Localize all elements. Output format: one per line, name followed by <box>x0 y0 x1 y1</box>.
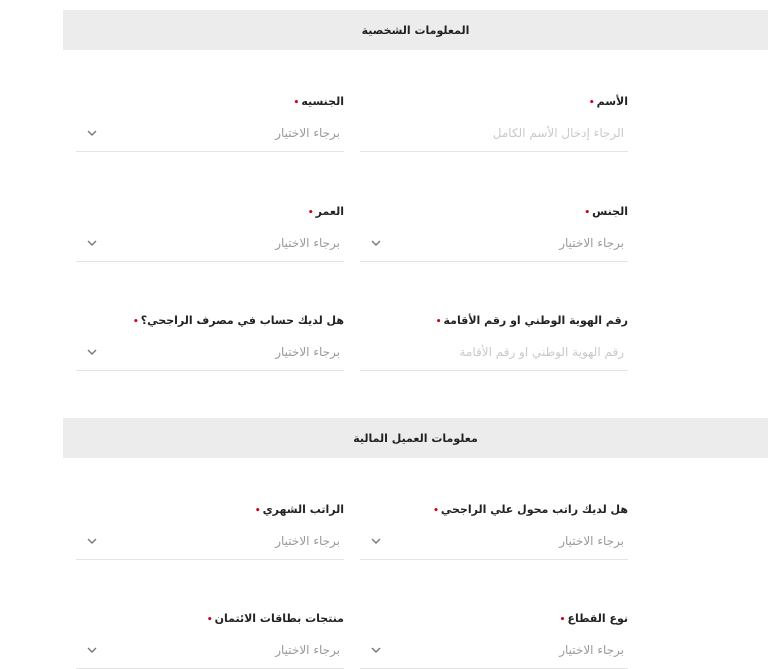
chevron-down-icon[interactable] <box>370 644 382 656</box>
select-value: برجاء الاختيار <box>559 643 624 657</box>
input-placeholder: رقم الهوية الوطني او رقم الأقامة <box>459 345 624 359</box>
required-marker: • <box>307 208 314 218</box>
required-marker: • <box>254 506 261 516</box>
monthly-salary-select[interactable] <box>76 523 344 560</box>
section-header-personal-info <box>63 10 768 50</box>
field-label: هل لديك راتب محول علي الراجحي <box>440 503 628 516</box>
required-marker: • <box>588 98 595 108</box>
select-value: برجاء الاختيار <box>275 236 340 250</box>
chevron-down-icon[interactable] <box>86 127 98 139</box>
field-label: الجنسيه <box>301 95 344 108</box>
field-label: رقم الهوية الوطني او رقم الأقامة <box>443 314 628 327</box>
field-label: هل لديك حساب في مصرف الراجحي؟ <box>140 314 344 327</box>
salary-transfer-select[interactable] <box>360 523 628 560</box>
age-select[interactable] <box>76 225 344 262</box>
has-account-select[interactable] <box>76 334 344 371</box>
select-value: برجاء الاختيار <box>559 236 624 250</box>
chevron-down-icon[interactable] <box>86 237 98 249</box>
credit-products-select[interactable] <box>76 632 344 669</box>
field-label: الأسم <box>596 95 628 108</box>
section-title: المعلومات الشخصية <box>361 23 470 37</box>
required-marker: • <box>206 615 213 625</box>
select-value: برجاء الاختيار <box>559 534 624 548</box>
field-label: العمر <box>315 205 344 218</box>
select-value: برجاء الاختيار <box>275 345 340 359</box>
nationality-select[interactable] <box>76 115 344 152</box>
national-id-input[interactable] <box>360 334 628 371</box>
name-input[interactable] <box>360 115 628 152</box>
chevron-down-icon[interactable] <box>86 535 98 547</box>
input-placeholder: الرجاء إدخال الأسم الكامل <box>492 126 624 140</box>
chevron-down-icon[interactable] <box>370 535 382 547</box>
required-marker: • <box>293 98 300 108</box>
section-header-financial-info <box>63 418 768 458</box>
select-value: برجاء الاختيار <box>275 126 340 140</box>
field-label: منتجات بطاقات الائتمان <box>214 612 344 625</box>
chevron-down-icon[interactable] <box>86 346 98 358</box>
sector-select[interactable] <box>360 632 628 669</box>
chevron-down-icon[interactable] <box>370 237 382 249</box>
gender-select[interactable] <box>360 225 628 262</box>
required-marker: • <box>132 317 139 327</box>
field-label: نوع القطاع <box>567 612 628 625</box>
required-marker: • <box>584 208 591 218</box>
select-value: برجاء الاختيار <box>275 643 340 657</box>
select-value: برجاء الاختيار <box>275 534 340 548</box>
field-label: الراتب الشهري <box>262 503 344 516</box>
section-title: معلومات العميل المالية <box>353 431 478 445</box>
required-marker: • <box>559 615 566 625</box>
chevron-down-icon[interactable] <box>86 644 98 656</box>
required-marker: • <box>433 506 439 516</box>
field-label: الجنس <box>592 205 628 218</box>
required-marker: • <box>435 317 442 327</box>
